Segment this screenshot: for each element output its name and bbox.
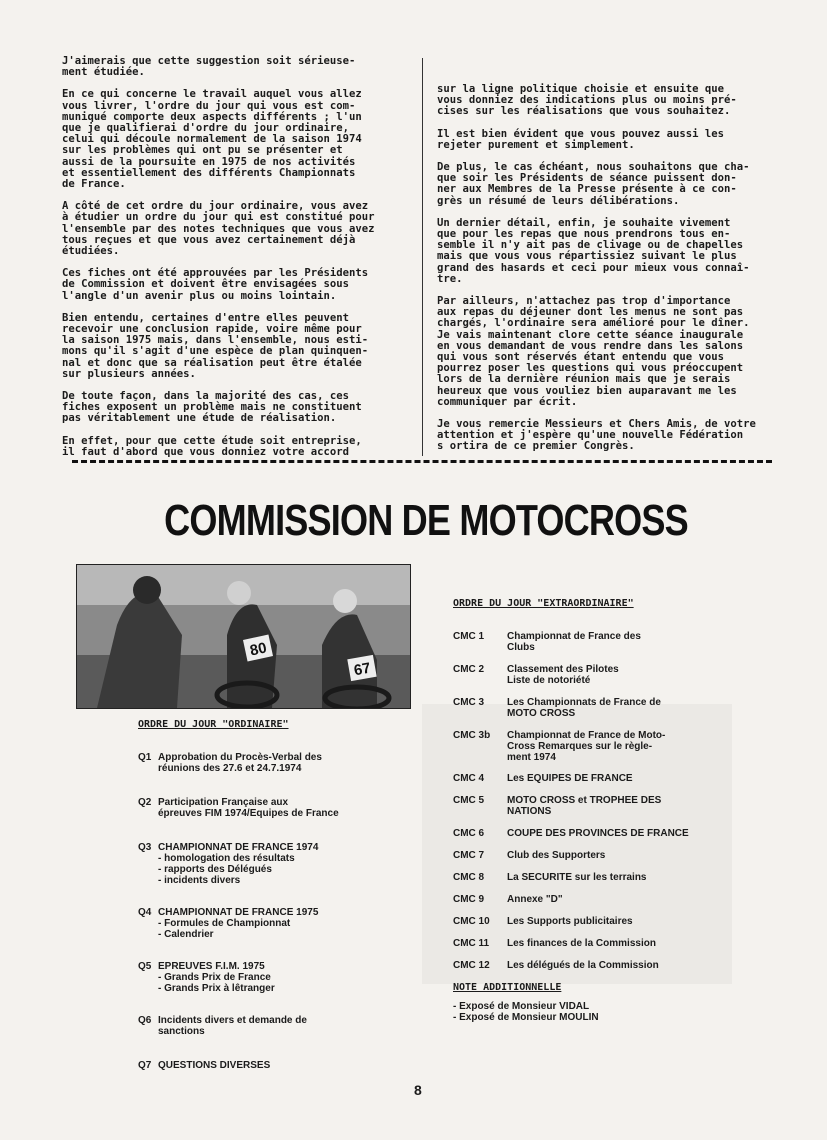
motocross-photo <box>76 564 411 709</box>
item-text: EPREUVES F.I.M. 1975 - Grands Prix de France - Grands Prix à lêtranger <box>158 961 275 994</box>
item-code: CMC 4 <box>453 773 485 784</box>
item-text: Championnat de France des Clubs <box>507 631 641 653</box>
paragraph: Je vous remercie Messieurs et Chers Amis, de votre attention et j'espère qu'une nouvelle Fédération s ortira de ce premier Congrès. <box>437 418 756 453</box>
dashed-separator <box>72 460 772 463</box>
item-text: Classement des Pilotes Liste de notoriété <box>507 664 619 686</box>
item-code: Q4 <box>138 907 152 918</box>
paragraph: Un dernier détail, enfin, je souhaite vivement que pour les repas que nous prendrons tous en- semble il n'y ait pas de clivage ou de chapelles mais que vous vous répartissiez suivant le plus grand des hasards et ceci pour mieux vous connaî- tre. <box>437 216 750 285</box>
item-text: CHAMPIONNAT DE FRANCE 1975 - Formules de Championnat - Calendrier <box>158 907 319 940</box>
item-code: Q3 <box>138 842 152 853</box>
column-divider <box>422 58 423 456</box>
item-text: QUESTIONS DIVERSES <box>158 1060 271 1071</box>
item-code: CMC 12 <box>453 960 490 971</box>
item-code: CMC 11 <box>453 938 490 949</box>
item-text: Championnat de France de Moto- Cross Remarques sur le règle- ment 1974 <box>507 730 666 763</box>
item-code: CMC 3 <box>453 697 485 708</box>
additional-note-heading: NOTE ADDITIONNELLE <box>453 982 562 993</box>
section-title: COMMISSION DE MOTOCROSS <box>164 496 688 545</box>
item-text: Approbation du Procès-Verbal des réunions des 27.6 et 24.7.1974 <box>158 752 322 774</box>
race-bib-right: 67 <box>352 659 372 680</box>
item-text: Les Championnats de France de MOTO CROSS <box>507 697 661 719</box>
item-code: Q2 <box>138 797 152 808</box>
item-code: CMC 9 <box>453 894 485 905</box>
item-code: Q6 <box>138 1015 152 1026</box>
paragraph: Il est bien évident que vous pouvez aussi les rejeter purement et simplement. <box>437 127 725 151</box>
item-code: CMC 6 <box>453 828 485 839</box>
page-number: 8 <box>414 1082 422 1098</box>
item-text: CHAMPIONNAT DE FRANCE 1974 - homologation des résultats - rapports des Délégués - incidents divers <box>158 842 319 886</box>
item-code: Q1 <box>138 752 152 763</box>
item-code: CMC 10 <box>453 916 490 927</box>
motocross-riders-image <box>77 565 410 708</box>
paragraph: En effet, pour que cette étude soit entreprise, il faut d'abord que vous donniez votre accord <box>62 434 362 458</box>
item-text: Les finances de la Commission <box>507 938 656 949</box>
item-code: CMC 1 <box>453 631 485 642</box>
item-text: La SECURITE sur les terrains <box>507 872 647 883</box>
item-text: Annexe "D" <box>507 894 563 905</box>
paragraph: De toute façon, dans la majorité des cas, ces fiches exposent un problème mais ne constituent pas véritablement une étude de réalisation. <box>62 390 362 425</box>
additional-note-text: - Exposé de Monsieur VIDAL - Exposé de Monsieur MOULIN <box>453 1001 599 1023</box>
paragraph: Bien entendu, certaines d'entre elles peuvent recevoir une conclusion rapide, voire même pour la saison 1975 mais, dans l'ensemble, nous esti- mons qu'il s'agit d'une espèce de plan quinquen- nal et donc que sa réalisation peut être étalée sur plusieurs années. <box>62 311 369 380</box>
right-text-column <box>437 84 777 464</box>
race-bib-left: 80 <box>248 639 269 660</box>
item-code: CMC 3b <box>453 730 491 741</box>
item-code: CMC 7 <box>453 850 485 861</box>
item-text: Les EQUIPES DE FRANCE <box>507 773 633 784</box>
paragraph: sur la ligne politique choisie et ensuite que vous donniez des indications plus ou moins pré- cises sur les réalisations que vous souhaitez. <box>437 83 737 118</box>
left-text-column <box>62 56 408 469</box>
item-text: Les Supports publicitaires <box>507 916 633 927</box>
paragraph: De plus, le cas échéant, nous souhaitons que cha- que soir les Présidents de séance puissent don- ner aux Membres de la Presse présente à ce con- grès un résumé de leurs délibérations. <box>437 161 750 207</box>
extraordinaire-heading: ORDRE DU JOUR "EXTRAORDINAIRE" <box>453 598 634 609</box>
item-code: CMC 8 <box>453 872 485 883</box>
item-text: COUPE DES PROVINCES DE FRANCE <box>507 828 689 839</box>
item-code: Q7 <box>138 1060 152 1071</box>
item-code: Q5 <box>138 961 152 972</box>
item-text: Participation Française aux épreuves FIM 1974/Equipes de France <box>158 797 339 819</box>
paragraph: J'aimerais que cette suggestion soit sérieuse- ment étudiée. <box>62 55 356 79</box>
item-text: Les délégués de la Commission <box>507 960 659 971</box>
paragraph: A côté de cet ordre du jour ordinaire, vous avez à étudier un ordre du jour qui est constitué pour l'ensemble par des notes techniques que vous avez tous reçues et que vous avez certainement déjà étudiées. <box>62 200 375 258</box>
item-code: CMC 5 <box>453 795 485 806</box>
item-text: Club des Supporters <box>507 850 606 861</box>
paragraph: Par ailleurs, n'attachez pas trop d'importance aux repas du déjeuner dont les menus ne sont pas chargés, l'ordinaire sera amélioré pour le dîner. Je vais maintenant clore cette séance inaugurale en vous demandant de vous rendre dans les salons qui vous sont réservés étant entendu que vous pourrez poser les questions qui vous préoccupent lors de la dernière réunion mais que je serais heureux que vous vouliez bien auparavant me les communiquer par écrit. <box>437 295 750 408</box>
paragraph: Ces fiches ont été approuvées par les Présidents de Commission et doivent être envisagées sous l'angle d'un avenir plus ou moins lointain. <box>62 267 369 302</box>
ordinaire-heading: ORDRE DU JOUR "ORDINAIRE" <box>138 719 289 730</box>
item-text: Incidents divers et demande de sanctions <box>158 1015 307 1037</box>
item-text: MOTO CROSS et TROPHEE DES NATIONS <box>507 795 662 817</box>
item-code: CMC 2 <box>453 664 485 675</box>
paragraph: En ce qui concerne le travail auquel vous allez vous livrer, l'ordre du jour qui vous est com- muniqué comporte deux aspects différents ; l'un que je qualifierai d'ordre du jour ordinaire, celui qui découle normalement de la saison 1974 sur les problèmes qui ont pu se présenter et aussi de la poursuite en 1975 de nos activités et essentiellement des différents Championnats de France. <box>62 88 362 191</box>
